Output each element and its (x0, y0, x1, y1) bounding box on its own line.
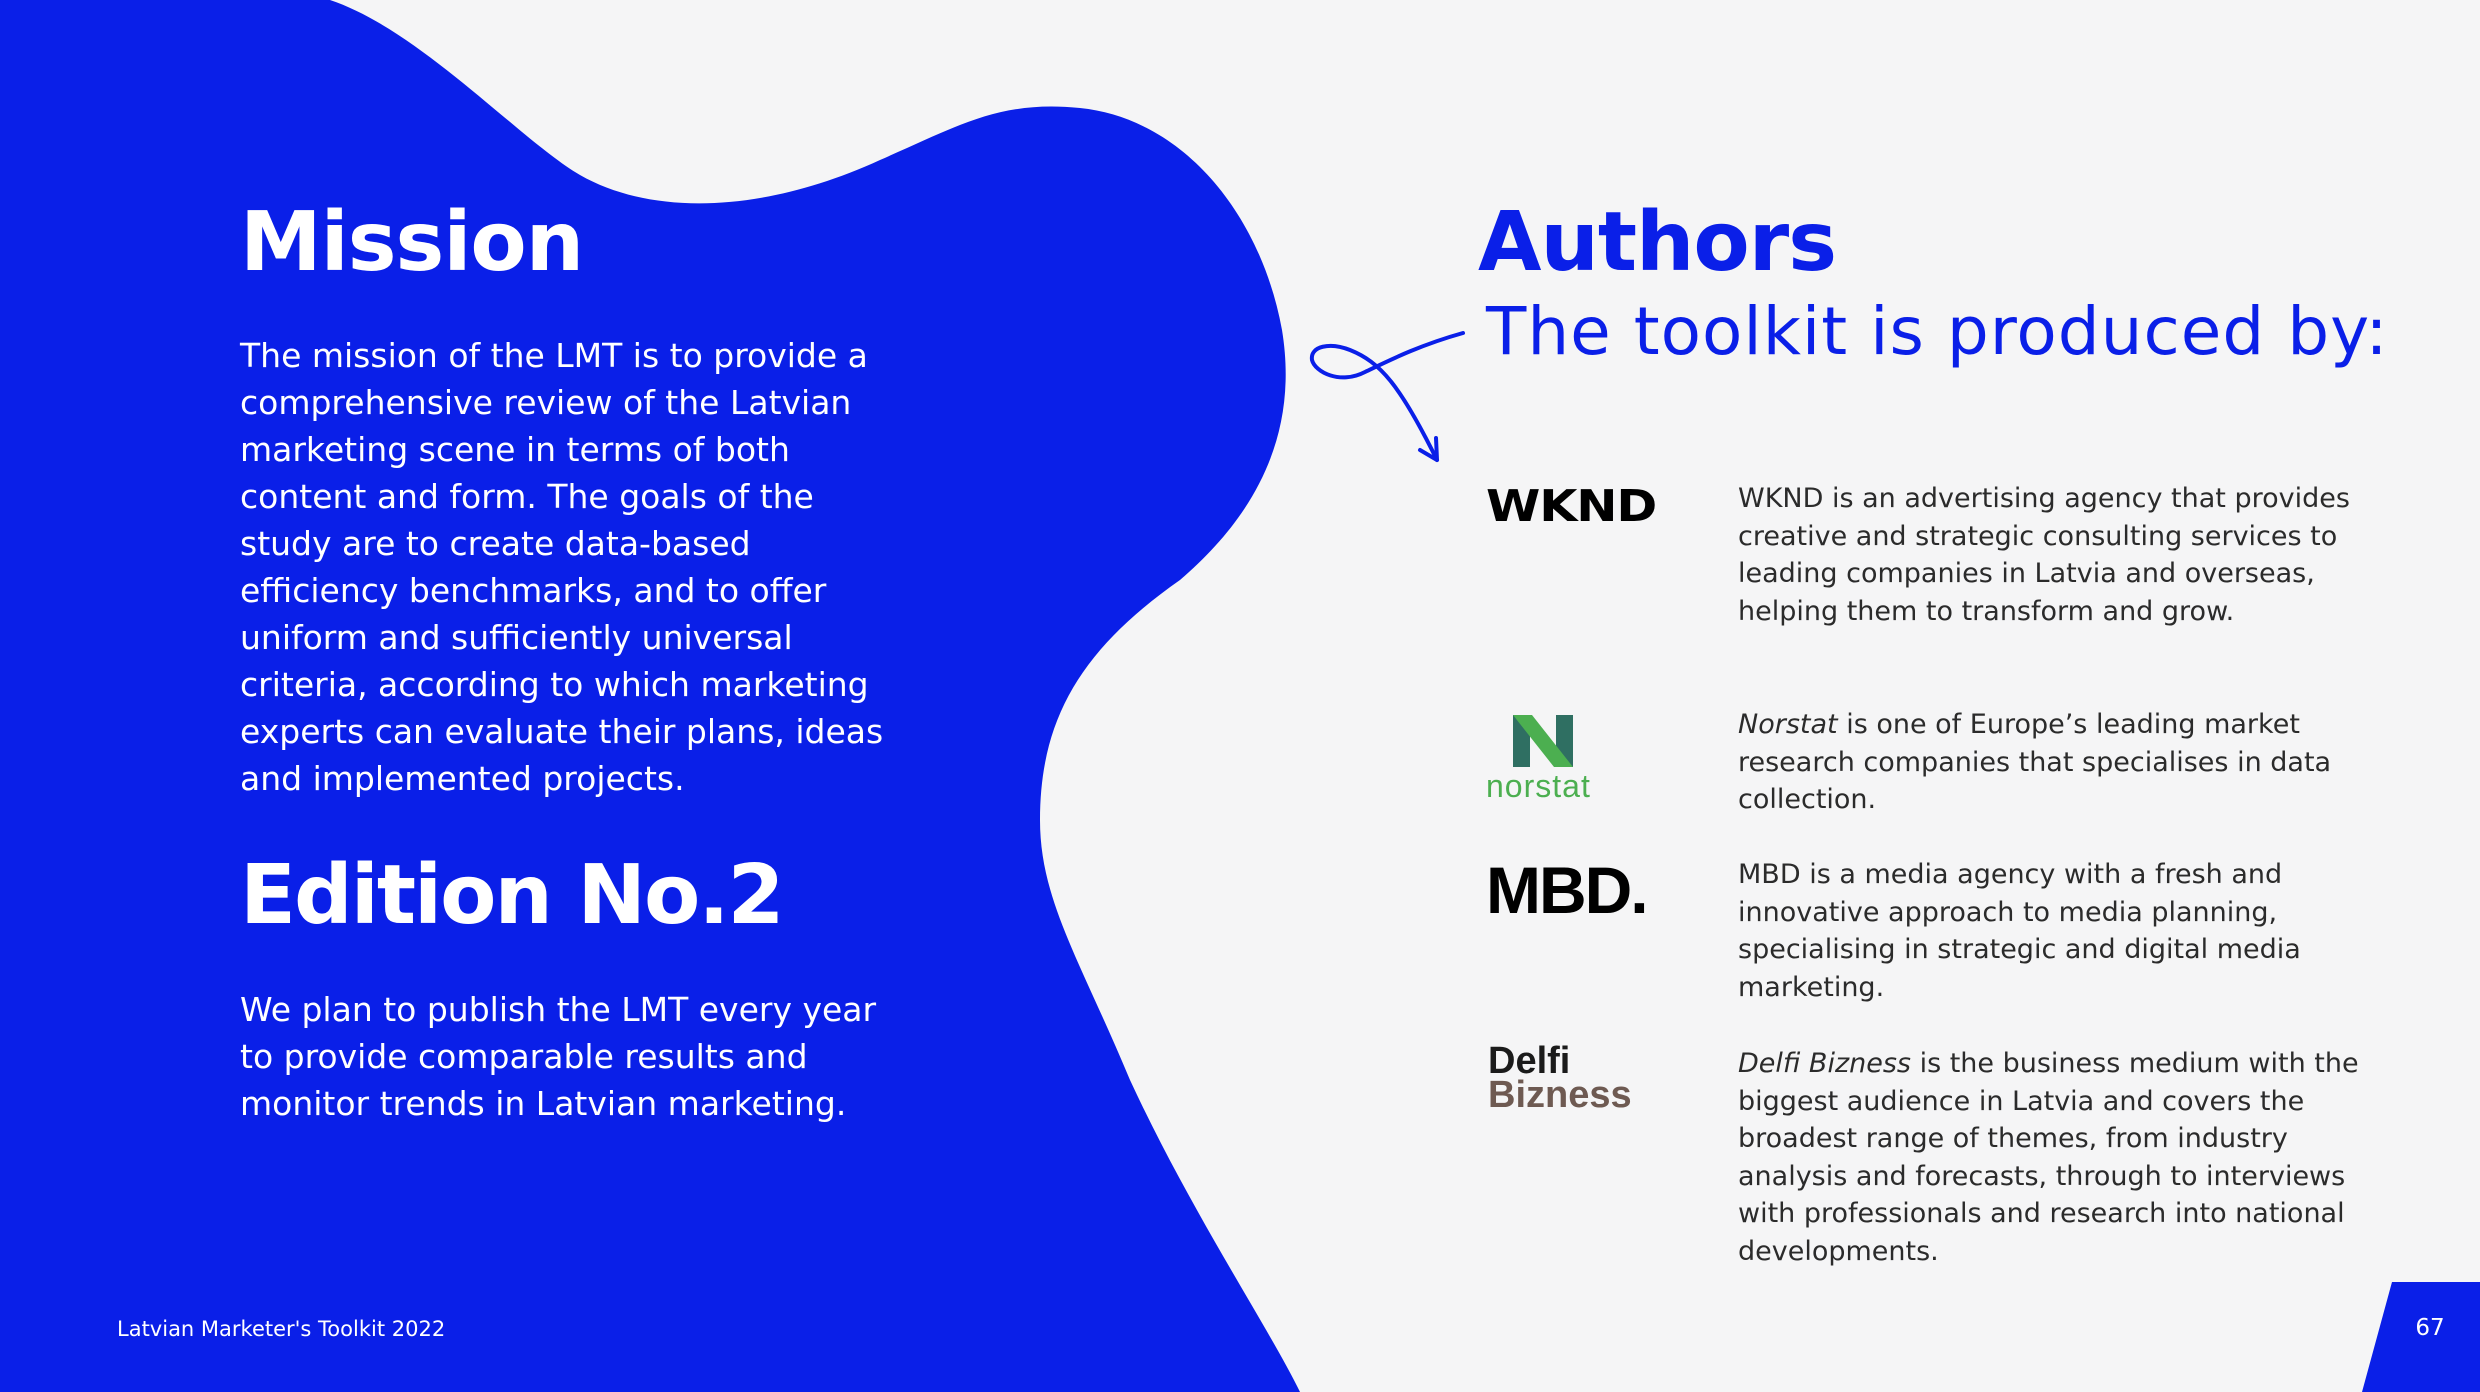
mbd-logo: MBD. (1486, 853, 1647, 927)
norstat-n-mark (1513, 715, 1573, 767)
edition-text: We plan to publish the LMT every year to provide comparable results and monitor trends in Latvian marketing. (240, 990, 877, 1123)
delfi-description: Delfi Bizness is the business medium with the biggest audience in Latvia and covers the broadest range of themes, from industry analysis and forecasts, through to interviews with professionals and research into national developments. (1738, 1048, 2359, 1267)
authors-subtitle: The toolkit is produced by: (1486, 293, 2389, 370)
page-number: 67 (2415, 1315, 2445, 1341)
wknd-description: WKND is an advertising agency that provides creative and strategic consulting services to leading companies in Latvia and overseas, helping them to transform and grow. (1738, 483, 2350, 627)
curly-arrow-icon (1312, 333, 1463, 460)
mission-heading: Mission (240, 195, 584, 290)
norstat-logo: norstat (1486, 768, 1591, 804)
norstat-name: Norstat (1738, 709, 1838, 740)
delfi-logo-line2: Bizness (1488, 1074, 1632, 1116)
delfi-logo-line1: Delfi (1488, 1040, 1571, 1082)
wknd-logo: WKND (1486, 481, 1657, 532)
authors-heading: Authors (1478, 195, 1836, 290)
mission-text: The mission of the LMT is to provide a comprehensive review of the Latvian marketing scene in terms of both content and form. The goals of the study are to create data-based efficiency benchmarks, and to offer uniform and sufficiently universal criteria, according to which marketing experts can evaluate their plans, ideas and implemented projects. (240, 336, 884, 798)
edition-heading: Edition No.2 (240, 848, 783, 943)
delfi-name: Delfi Bizness (1738, 1048, 1911, 1079)
norstat-description: Norstat is one of Europe’s leading market research companies that specialises in data collection. (1738, 709, 2332, 815)
footer-publication-title: Latvian Marketer's Toolkit 2022 (117, 1317, 446, 1341)
mbd-description: MBD is a media agency with a fresh and innovative approach to media planning, specialising in strategic and digital media marketing. (1738, 859, 2301, 1003)
